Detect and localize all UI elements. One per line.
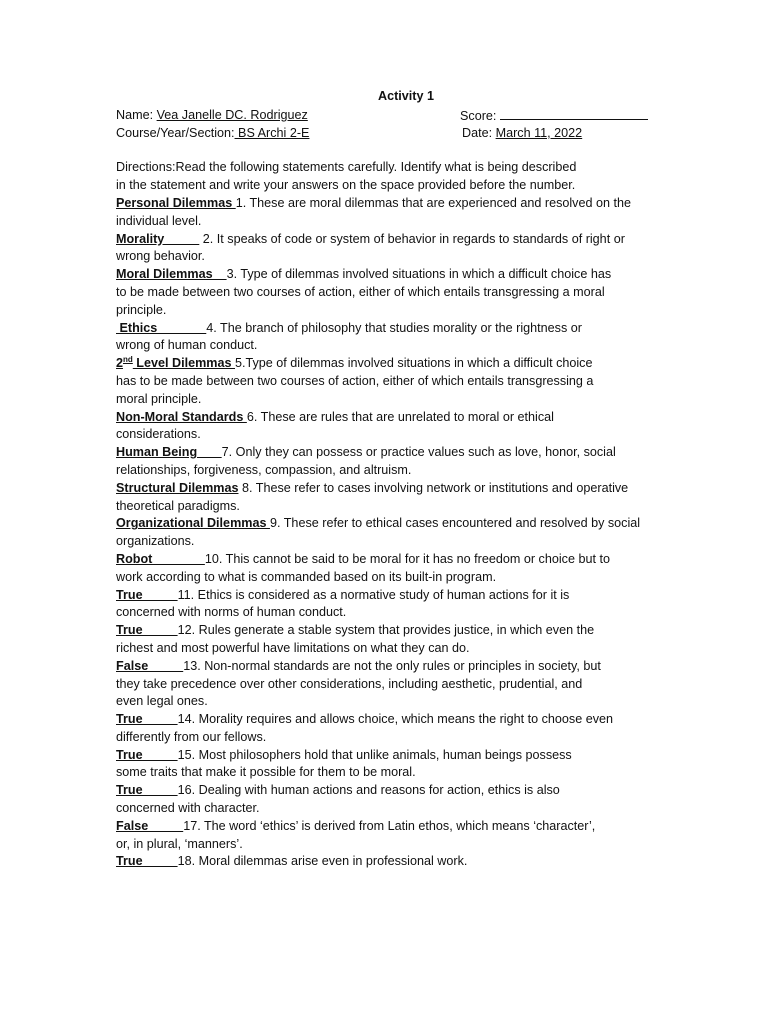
question-item (116, 320, 596, 356)
question-item (116, 551, 621, 587)
answer: True (116, 712, 178, 727)
question-text: 5.Type of dilemmas involved situations in which a difficult choice has to be made between two courses of action, either of which entails transgressing a moral principle. (116, 356, 594, 406)
question-text: 17. The word ‘ethics’ is derived from Latin ethos, which means ‘character’, or, in plural, ‘manners’. (116, 818, 596, 851)
score-label: Score: (460, 108, 497, 123)
name-field (116, 107, 308, 125)
question-item (116, 622, 616, 658)
question-item (116, 818, 601, 854)
question-item (116, 266, 616, 319)
score-blank (500, 107, 648, 120)
question-text: 2. It speaks of code or system of behavior in regards to standards of right or wrong behavior. (116, 231, 625, 264)
question-item (116, 658, 606, 711)
course-field (116, 125, 309, 143)
question-item (116, 409, 626, 445)
answer: True (116, 783, 178, 798)
page-title: Activity 1 (378, 89, 434, 103)
date-label: Date: (462, 125, 493, 140)
question-text: 15. Most philosophers hold that unlike animals, human beings possess some traits that make it possible for them to be moral. (116, 747, 572, 780)
answer: False (116, 818, 184, 833)
question-item (116, 195, 656, 231)
question-item (116, 711, 616, 747)
answer: Personal Dilemmas (116, 195, 236, 210)
question-text: 1. These are moral dilemmas that are experienced and resolved on the individual level. (116, 195, 631, 228)
question-text: 4. The branch of philosophy that studies morality or the rightness or wrong of human conduct. (116, 320, 582, 353)
answer: False (116, 658, 184, 673)
question-text: 3. Type of dilemmas involved situations in which a difficult choice has to be made between two courses of action, either of which entails transgressing a moral principle. (116, 267, 612, 317)
question-text: 16. Dealing with human actions and reasons for action, ethics is also concerned with character. (116, 783, 560, 816)
question-item (116, 587, 601, 623)
question-item (116, 444, 646, 480)
answer: Moral Dilemmas (116, 267, 227, 282)
course-value: BS Archi 2-E (234, 125, 310, 140)
course-label: Course/Year/Section: (116, 125, 235, 140)
answer: True (116, 587, 178, 602)
date-field (462, 125, 582, 143)
answer-superscript: nd (123, 354, 133, 364)
answer: Non-Moral Standards (116, 409, 247, 424)
directions: Directions:Read the following statements carefully. Identify what is being described in the statement and write your answers on the space provided before the number. (116, 160, 577, 193)
date-value: March 11, 2022 (495, 125, 583, 140)
question-text: 14. Morality requires and allows choice, which means the right to choose even differently from our fellows. (116, 712, 614, 744)
header-row-2 (116, 125, 658, 143)
answer: True (116, 623, 178, 638)
answer: Human Being (116, 445, 222, 460)
score-field (460, 107, 648, 126)
answer: True (116, 747, 178, 762)
answer: Structural Dilemmas (116, 480, 239, 495)
question-text: 10. This cannot be said to be moral for it has no freedom or choice but to work according to what is commanded based on its built-in program. (116, 551, 610, 584)
question-text: 12. Rules generate a stable system that provides justice, in which even the richest and most powerful have limitations on what they can do. (116, 623, 595, 655)
question-text: 7. Only they can possess or practice values such as love, honor, social relationships, forgiveness, compassion, and altruism. (116, 445, 616, 477)
answer: Level Dilemmas (132, 356, 235, 371)
answer: Robot (116, 551, 205, 566)
name-label: Name: (116, 107, 154, 122)
question-text-continued: organizations. (116, 534, 195, 549)
question-item (116, 853, 616, 871)
question-text: 8. These refer to cases involving network or institutions and operative theoretical paradigms. (116, 480, 629, 513)
question-text: 18. Moral dilemmas arise even in professional work. (177, 854, 468, 869)
question-text: 13. Non-normal standards are not the only rules or principles in society, but they take precedence over other considerations, including aesthetic, prudential, and even legal ones. (116, 658, 601, 709)
question-text: 11. Ethics is considered as a normative study of human actions for it is concerned with norms of human conduct. (116, 587, 570, 620)
question-text: 9. These refer to ethical cases encountered and resolved by social (269, 516, 641, 531)
question-item (116, 480, 646, 516)
question-item (116, 747, 596, 783)
answer-prefix: 2 (116, 356, 124, 371)
name-value: Vea Janelle DC. Rodriguez (156, 107, 308, 122)
question-item (116, 355, 616, 408)
header-row-1 (116, 107, 658, 125)
question-item (116, 782, 606, 818)
question-item (116, 231, 656, 267)
answer: Organizational Dilemmas (116, 516, 270, 531)
answer: Morality (116, 231, 200, 246)
answer: Ethics (116, 320, 207, 335)
question-text: 6. These are rules that are unrelated to moral or ethical considerations. (116, 409, 554, 442)
question-item (116, 515, 646, 551)
answer: True (116, 854, 178, 869)
